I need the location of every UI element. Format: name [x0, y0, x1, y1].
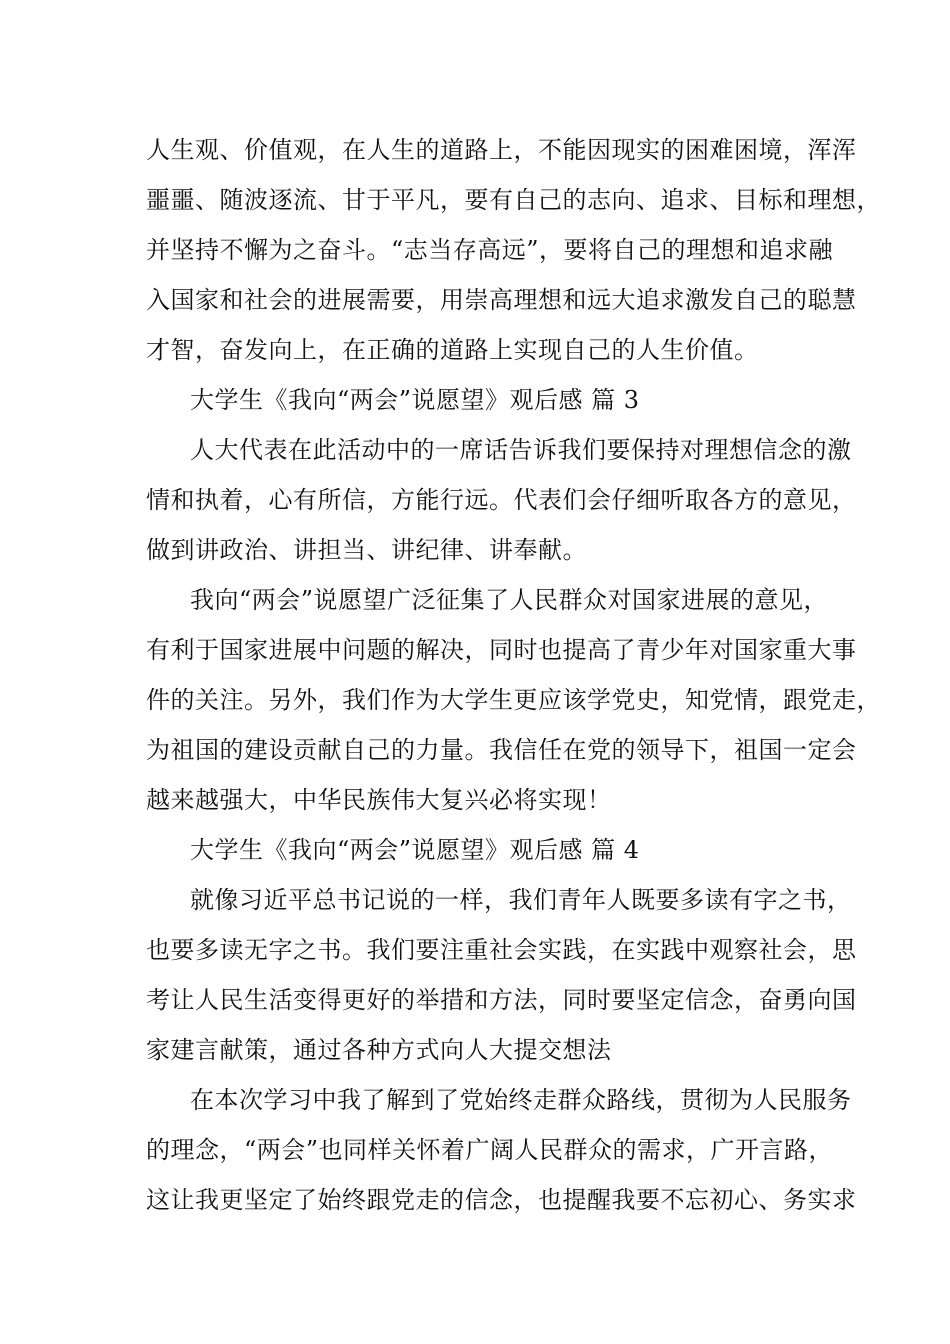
text-line: 越来越强大，中华民族伟大复兴必将实现！ — [146, 786, 612, 814]
text-line: 噩噩、随波逐流、甘于平凡，要有自己的志向、追求、目标和理想， — [146, 186, 881, 214]
text-line: 的理念，“两会”也同样关怀着广阔人民群众的需求，广开言路， — [146, 1136, 834, 1164]
text-line: 在本次学习中我了解到了党始终走群众路线，贯彻为人民服务 — [190, 1086, 852, 1114]
text-line: 人大代表在此活动中的一席话告诉我们要保持对理想信念的激 — [190, 436, 852, 464]
text-line: 入国家和社会的进展需要，用崇高理想和远大追求激发自己的聪慧 — [146, 286, 857, 314]
text-line: 才智，奋发向上，在正确的道路上实现自己的人生价值。 — [146, 336, 759, 364]
text-line: 也要多读无字之书。我们要注重社会实践，在实践中观察社会，思 — [146, 936, 857, 964]
text-line: 并坚持不懈为之奋斗。“志当存高远”，要将自己的理想和追求融 — [146, 236, 834, 264]
section-heading: 大学生《我向“两会”说愿望》观后感 篇 4 — [190, 836, 640, 864]
section-heading: 大学生《我向“两会”说愿望》观后感 篇 3 — [190, 386, 640, 414]
text-line: 考让人民生活变得更好的举措和方法，同时要坚定信念，奋勇向国 — [146, 986, 857, 1014]
text-line: 人生观、价值观，在人生的道路上，不能因现实的困难困境，浑浑 — [146, 136, 857, 164]
text-line: 件的关注。另外，我们作为大学生更应该学党史，知党情，跟党走， — [146, 686, 881, 714]
text-line: 家建言献策，通过各种方式向人大提交想法 — [146, 1036, 612, 1064]
text-line: 有利于国家进展中问题的解决，同时也提高了青少年对国家重大事 — [146, 636, 857, 664]
text-line: 做到讲政治、讲担当、讲纪律、讲奉献。 — [146, 536, 587, 564]
text-line: 情和执着，心有所信，方能行远。代表们会仔细听取各方的意见， — [146, 486, 857, 514]
text-line: 我向“两会”说愿望广泛征集了人民群众对国家进展的意见， — [190, 586, 829, 614]
text-line: 就像习近平总书记说的一样，我们青年人既要多读有字之书， — [190, 886, 852, 914]
text-line: 为祖国的建设贡献自己的力量。我信任在党的领导下，祖国一定会 — [146, 736, 857, 764]
text-line: 这让我更坚定了始终跟党走的信念，也提醒我要不忘初心、务实求 — [146, 1186, 857, 1214]
